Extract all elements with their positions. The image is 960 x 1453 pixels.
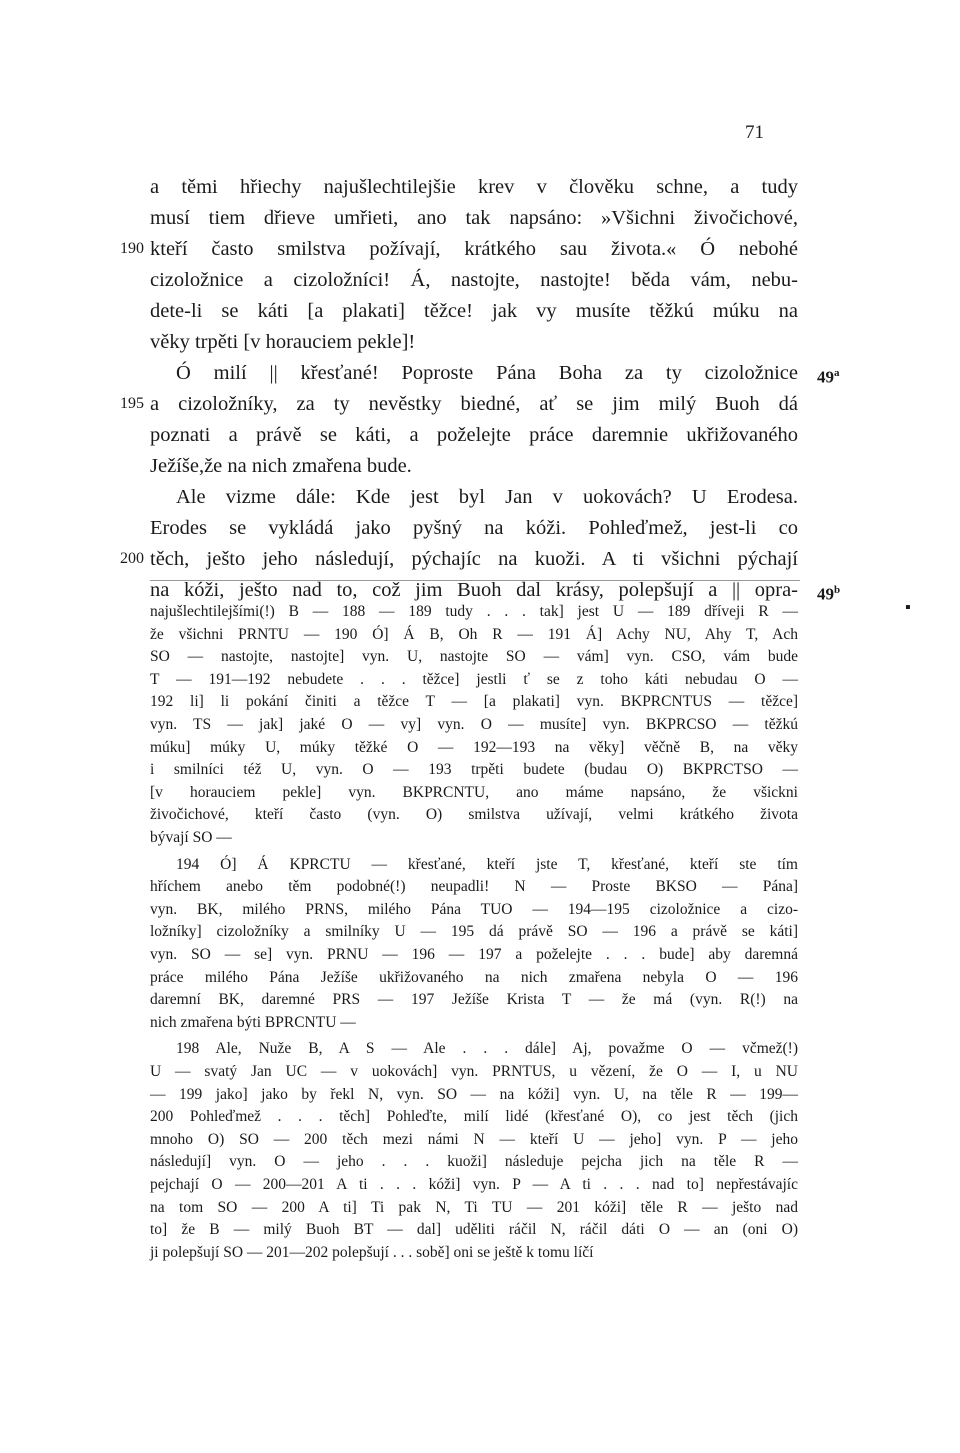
note-line: múku] múky U, múky těžké O — 192—193 na věky] věčně B, na věky — [150, 738, 798, 756]
note-line: [v horauciem pekle] vyn. BKPRCNTU, ano máme napsáno, že všickni — [150, 783, 798, 801]
text-line: dete-li se káti [a plakati] těžce! jak vy musíte těžkú múku na — [150, 300, 798, 322]
note-line: vyn. TS — jak] jaké O — vy] vyn. O — musíte] vyn. BKPRCSO — těžkú — [150, 716, 798, 733]
note-line: bývají SO — — [150, 829, 232, 846]
note-line: ji polepšují SO — 201—202 polepšují . . . sobě] oni se ještě k tomu líčí — [150, 1243, 594, 1261]
text-line: věky trpěti [v horauciem pekle]! — [150, 331, 416, 353]
note-line: 194 Ó] Á KPRCTU — křesťané, kteří jste T, křesťané, kteří ste tím — [176, 855, 798, 873]
text-line: a cizoložníky, za ty nevěstky biedné, ať se jim milý Buoh dá — [150, 393, 798, 415]
note-line: vyn. SO — se] vyn. PRNU — 196 — 197 a poželejte . . . bude] aby daremná — [150, 946, 798, 963]
text-line: Ježíše,že na nich zmařena bude. — [150, 455, 412, 477]
note-line: hříchem anebo těm podobné(!) neupadli! N — Proste BKSO — Pána] — [150, 878, 798, 896]
note-line: to] že B — milý Buoh BT — dal] uděliti ráčil N, ráčil dáti O — an (oni O) — [150, 1221, 798, 1239]
text-line: musí tiem dřieve umřieti, ano tak napsáno: »Všichni živočichové, — [150, 207, 798, 229]
note-line: najušlechtilejšími(!) B — 188 — 189 tudy . . . tak] jest U — 189 dříveji R — — [150, 603, 798, 620]
line-number: 195 — [120, 395, 144, 412]
folio-marker: 49$^a$ — [817, 367, 840, 387]
margin-marker: ▪ — [905, 599, 911, 616]
note-line: SO — nastojte, nastojte] vyn. U, nastojte SO — vám] vyn. CSO, vám bude — [150, 648, 798, 666]
note-line: že všichni PRNTU — 190 Ó] Á B, Oh R — 191 Á] Achy NU, Ahy T, Ach — [150, 625, 798, 643]
text-line: Erodes se vykládá jako pyšný na kóži. Pohleďmež, jest-li co — [150, 517, 798, 539]
text-line: Ó milí || křesťané! Poproste Pána Boha za ty cizoložnice — [176, 362, 798, 384]
note-line: i smilníci též U, vyn. O — 193 trpěti budete (budau O) BKPRCTSO — — [150, 761, 798, 779]
text-line: poznati a právě se káti, a poželejte práce daremnie ukřižovaného — [150, 424, 798, 446]
note-line: pejchají O — 200—201 A ti . . . kóži] vyn. P — A ti . . . nad to] nepřestávajíc — [150, 1176, 798, 1193]
note-line: T — 191—192 nebudete . . . těžce] jestli ť se z toho káti nebudau O — — [150, 670, 798, 688]
text-line: a těmi hřiechy najušlechtilejšie krev v člověku schne, a tudy — [150, 176, 798, 198]
line-number: 200 — [120, 550, 144, 567]
note-line: následují] vyn. O — jeho . . . kuoži] následuje pejcha jich na těle R — — [150, 1153, 798, 1171]
text-line: na kóži, ješto nad to, což jim Buoh dal krásy, polepšují a || opra- — [150, 579, 798, 601]
note-line: 192 li] li pokání činiti a těžce T — [a plakati] vyn. BKPRCNTUS — těžce] — [150, 693, 798, 711]
note-line: U — svatý Jan UC — v uokovách] vyn. PRNTUS, u vězení, že O — I, u NU — [150, 1063, 798, 1080]
text-line: Ale vizme dále: Kde jest byl Jan v uokovách? U Erodesa. — [176, 486, 798, 508]
text-line: kteří často smilstva požívají, krátkého sau života.« Ó nebohé — [150, 238, 798, 260]
note-line: 200 Pohleďmež . . . těch] Pohleďte, milí lidé (křesťané O), co jest těch (jich — [150, 1108, 798, 1126]
note-line: — 199 jako] jako by řekl N, vyn. SO — na kóži] vyn. U, na těle R — 199— — [150, 1085, 798, 1103]
note-line: na tom SO — 200 A ti] Ti pak N, Ti TU — 201 kóži] těle R — ješto nad — [150, 1198, 798, 1216]
text-line: cizoložnice a cizoložníci! Á, nastojte, nastojte! běda vám, nebu- — [150, 269, 798, 291]
note-line: nich zmařena býti BPRCNTU — — [150, 1013, 356, 1031]
line-number: 190 — [120, 240, 144, 257]
note-line: mnoho O) SO — 200 těch mezi námi N — kteří U — jeho] vyn. P — jeho — [150, 1130, 798, 1148]
note-line: 198 Ale, Nuže B, A S — Ale . . . dále] Aj, považme O — včmež(!) — [176, 1040, 798, 1058]
note-line: ložníky] cizoložníky a smilníky U — 195 dá právě SO — 196 a právě se káti] — [150, 923, 798, 941]
page-number: 71 — [745, 122, 764, 143]
folio-marker: 49$^b$ — [817, 584, 841, 604]
note-line: práce milého Pána Ježíše ukřižovaného na nich zmařena nebyla O — 196 — [150, 968, 798, 986]
footnote-rule — [150, 580, 800, 581]
note-line: daremní BK, daremné PRS — 197 Ježíše Krista T — že má (vyn. R(!) na — [150, 991, 798, 1009]
note-line: živočichové, kteří často (vyn. O) smilstva užívají, velmi krátkého života — [150, 806, 798, 824]
note-line: vyn. BK, milého PRNS, milého Pána TUO — 194—195 cizoložnice a cizo- — [150, 900, 798, 918]
text-line: těch, ješto jeho následují, pýchajíc na kuoži. A ti všichni pýchají — [150, 548, 798, 570]
